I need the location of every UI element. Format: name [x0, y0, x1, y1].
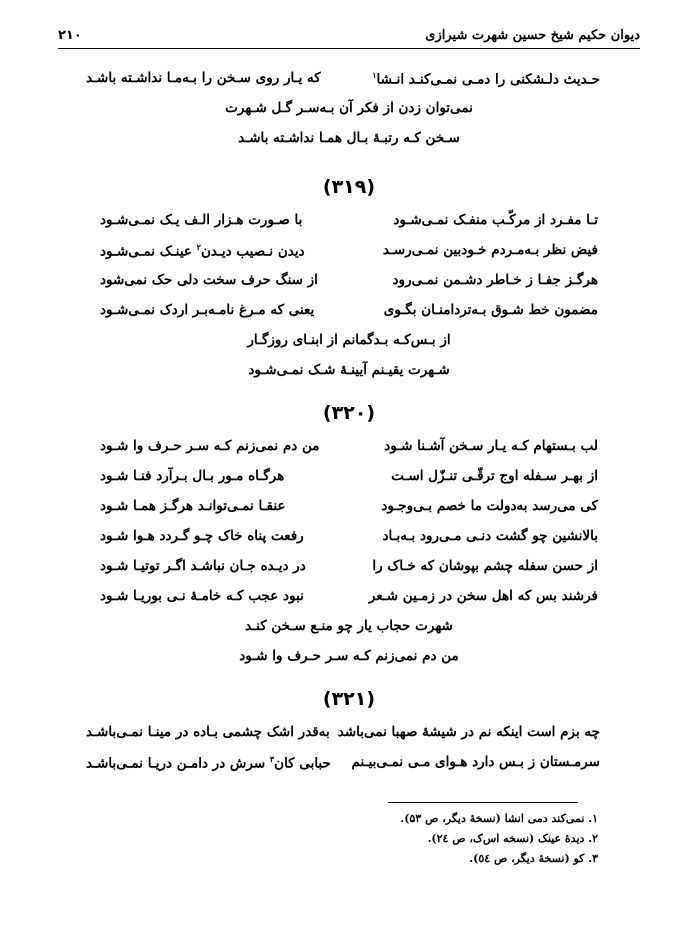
footnote-divider: [388, 802, 578, 803]
hemistich-right: لب بـستهام کـه یـار سـخن آشـنا شـود: [384, 438, 598, 454]
ghazal-number: (۳۱۹): [322, 176, 376, 198]
hemistich-right: فیض نظر بـه‌مـردم خـودبین نمـی‌رسـد: [382, 242, 598, 258]
intro-closing-line: سـخن کـه رتبـهٔ بـال همـا نداشـته باشـد: [238, 130, 460, 146]
hemistich-left: دیدن نـصیب دیـدن$^٢$ عینـک نمـی‌شـود: [100, 242, 305, 260]
hemistich-right: تـا مفـرد از مرکّـب منفـک نمـی‌شـود: [393, 212, 598, 228]
intro-hemistich-right: حـدیث دلـشکنی را دمـی نمـی‌کنـد انـشا$^١$: [372, 70, 600, 88]
footnote: ٢. دیدهٔ عینک (نسخه اس‌ک، ص ٢٤).: [427, 832, 598, 845]
footnote: ١. نمی‌کند دمی انشا (نسخهٔ دیگر، ص ۵۳).: [400, 812, 598, 825]
hemistich-left: از سنگ حرف سخت دلی حک نمی‌شود: [100, 272, 318, 288]
hemistich-right: هرگـز جفـا ز خـاطر دشـمن نمـی‌رود: [392, 272, 598, 288]
closing-line: شهرت حجاب یار چو منـع سـخن کنـد: [245, 618, 453, 634]
closing-line: از بـس‌کـه بـدگمانم از ابنـای روزگـار: [247, 332, 451, 348]
hemistich-left: یعنی که مـرغ نامـه‌بـر اردک نمـی‌شـود: [100, 302, 315, 318]
hemistich-right: بالانشین چو گشت دنـی مـی‌رود بـه‌بـاد: [382, 528, 598, 544]
hemistich-right: کی می‌رسد به‌دولت ما خصم بـی‌وجـود: [381, 498, 598, 514]
page-header: [58, 22, 640, 49]
intro-closing-line: نمی‌توان زدن از فکر آن بـه‌سـر گـل شـهرت: [225, 100, 473, 116]
hemistich-left: عنقـا نمـی‌توانـد هرگـز همـا شـود: [100, 498, 286, 514]
intro-hemistich-left: که یـار روی سـخن را بـه‌مـا نداشـته باشـد: [86, 70, 321, 86]
page-number: ۲۱۰: [58, 27, 82, 43]
hemistich-right: سرمـستان ز بـس دارد هـوای مـی نمـی‌بیـنم: [351, 754, 600, 770]
footnote: ٣. کو (نسخهٔ دیگر، ص ٥٤).: [469, 852, 598, 865]
hemistich-left: حبابی کان$^٣$ سرش در دامـن دریـا نمـی‌باشـد: [86, 754, 331, 772]
hemistich-left: با صـورت هـزار الـف یـک نمـی‌شـود: [100, 212, 303, 228]
hemistich-right: چه بزم است اینکه نم در شیشهٔ صهبا نمی‌باشد: [337, 724, 600, 740]
hemistich-right: فرشند بس که اهل سخن در زمـین شـعر: [368, 588, 598, 604]
ghazal-number: (۳۲۱): [322, 688, 376, 710]
closing-line: من دم نمی‌زنم کـه سـر حـرف وا شـود: [239, 648, 459, 664]
ghazal-number: (۳۲۰): [322, 402, 376, 424]
running-title: دیوان حکیم شیخ حسین شهرت شیرازی: [425, 27, 640, 43]
hemistich-left: من دم نمی‌زنم کـه سـر حـرف وا شـود: [100, 438, 320, 454]
hemistich-left: هرگـاه مـور بـال بـرآرد فنـا شـود: [100, 468, 285, 484]
footnote-ref: ١: [372, 70, 377, 80]
hemistich-left: به‌قدر اشک چشمی بـاده در مینـا نمـی‌باشـد: [86, 724, 330, 740]
footnote-ref: ٣: [269, 754, 275, 764]
hemistich-left: رفعت پناه خاک چـو گـردد هـوا شـود: [100, 528, 304, 544]
footnote-ref: ٢: [196, 242, 201, 252]
hemistich-right: از حسن سفله چشم بپوشان که خـاک را: [372, 558, 598, 574]
hemistich-left: در دیـده جـان نباشـد اگـر توتیـا شـود: [100, 558, 306, 574]
hemistich-right: از بهـر سـفله اوج ترقّـی تنـزّل اسـت: [391, 468, 598, 484]
closing-line: شـهرت یقیـنم آیینـهٔ شـک نمـی‌شـود: [248, 362, 450, 378]
hemistich-right: مضمون خط شـوق بـه‌تردامنـان بگـوی: [383, 302, 598, 318]
hemistich-left: نبود عجب کـه خامـهٔ نـی بوریـا شـود: [100, 588, 304, 604]
